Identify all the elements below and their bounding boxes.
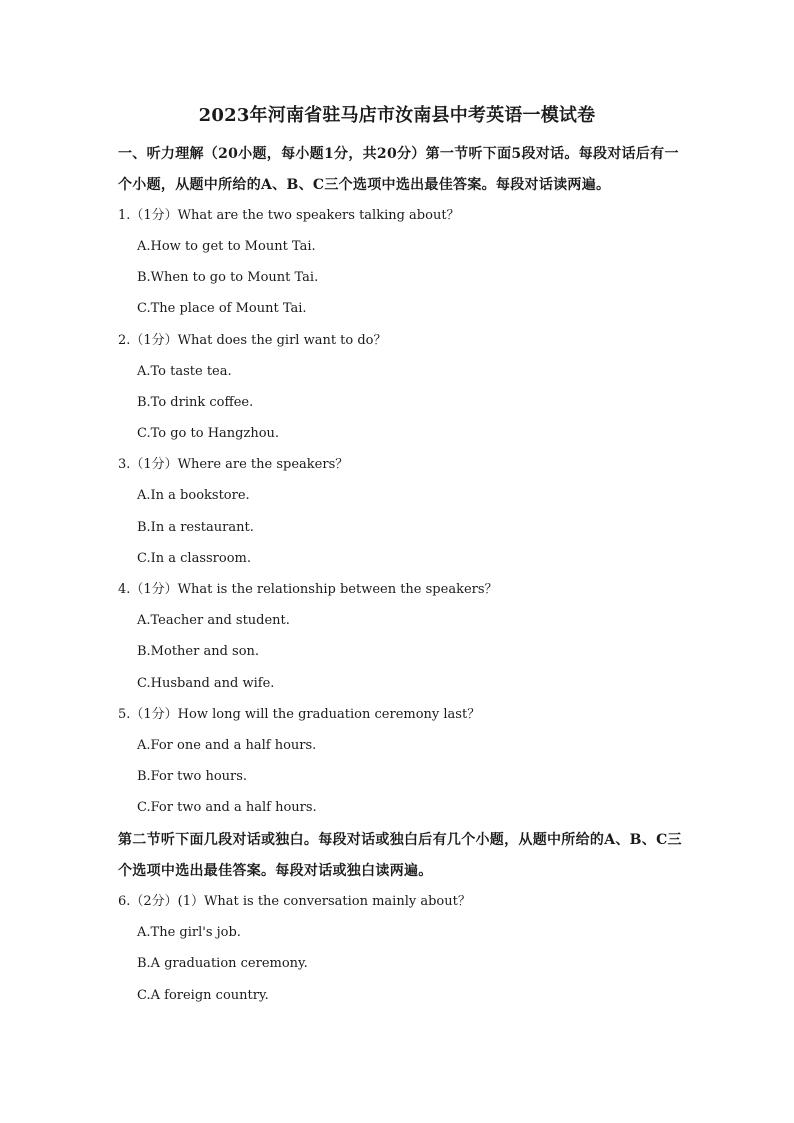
question-6-option-a: A.The girl's job. [137,925,241,940]
question-1-option-a: A.How to get to Mount Tai. [137,239,316,254]
question-4-stem: 4.（1分）What is the relationship between the speakers？ [118,582,498,597]
question-3-option-a: A.In a bookstore. [137,488,250,503]
question-1-option-c: C.The place of Mount Tai. [137,301,307,316]
question-4-option-a: A.Teacher and student. [137,613,290,628]
question-1-option-b: B.When to go to Mount Tai. [137,270,319,285]
question-5-option-c: C.For two and a half hours. [137,800,317,815]
question-4-option-b: B.Mother and son. [137,644,260,659]
question-1-stem: 1.（1分）What are the two speakers talking about？ [118,208,460,223]
section1-heading: 一、听力理解（20小题，每小题1分，共20分）第一节听下面5段对话。每段对话后有一个小题，从题中所给的A、B、C三个选项中选出最佳答案。每段对话读两遍。 [118,146,679,193]
page-title: 2023年河南省驻马店市汝南县中考英语一模试卷 [198,105,596,126]
question-6-option-c: C.A foreign country. [137,988,269,1003]
question-2-option-c: C.To go to Hangzhou. [137,426,280,441]
question-4-option-c: C.Husband and wife. [137,676,275,691]
question-6-stem: 6.（2分）(1）What is the conversation mainly about？ [118,894,471,909]
question-2-option-a: A.To taste tea. [137,364,232,379]
question-3-stem: 3.（1分）Where are the speakers？ [118,457,349,472]
question-5-option-a: A.For one and a half hours. [137,738,317,753]
question-3-option-c: C.In a classroom. [137,551,251,566]
section2-heading: 第二节听下面几段对话或独白。每段对话或独白后有几个小题，从题中所给的A、B、C三个选项中选出最佳答案。每段对话或独白读两遍。 [118,832,682,879]
question-5-stem: 5.（1分）How long will the graduation ceremony last？ [118,707,481,722]
question-6-option-b: B.A graduation ceremony. [137,956,308,971]
question-2-stem: 2.（1分）What does the girl want to do？ [118,333,387,348]
question-3-option-b: B.In a restaurant. [137,520,254,535]
question-2-option-b: B.To drink coffee. [137,395,254,410]
question-5-option-b: B.For two hours. [137,769,248,784]
